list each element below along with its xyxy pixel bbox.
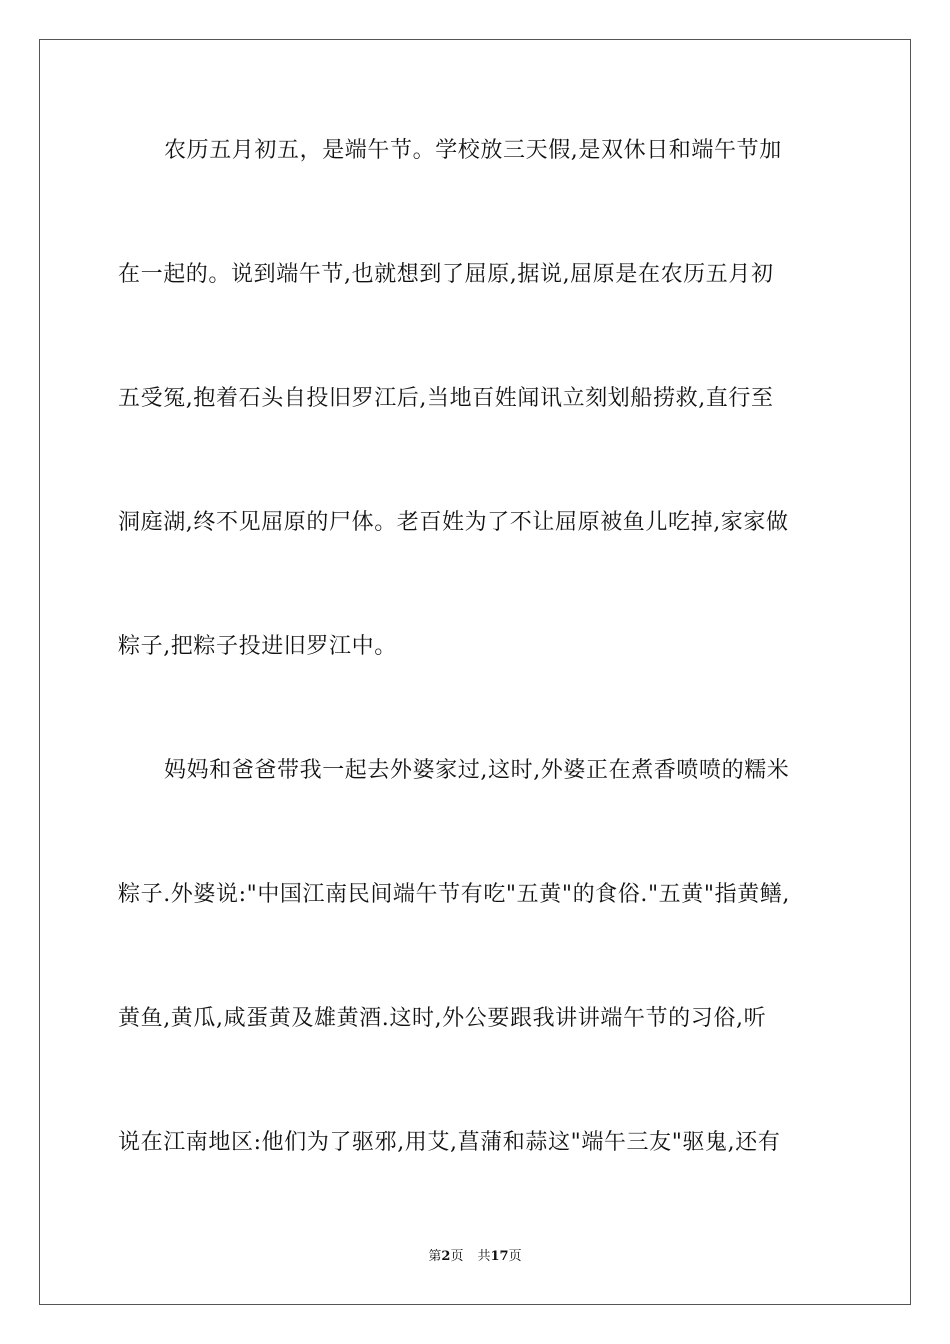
total-unit: 页 xyxy=(508,1249,522,1264)
page-prefix: 第 xyxy=(428,1249,442,1264)
paragraph-2-line-1: 妈妈和爸爸带我一起去外婆家过,这时,外婆正在煮香喷喷的糯米 xyxy=(164,758,790,783)
paragraph-2-line-2: 粽子.外婆说:"中国江南民间端午节有吃"五黄"的食俗."五黄"指黄鳝, xyxy=(118,882,790,907)
paragraph-1-line-2: 在一起的。说到端午节,也就想到了屈原,据说,屈原是在农历五月初 xyxy=(118,262,774,287)
total-prefix: 共 xyxy=(477,1249,491,1264)
paragraph-1-line-1: 农历五月初五，是端午节。学校放三天假,是双休日和端午节加 xyxy=(164,138,782,163)
paragraph-1-line-3: 五受冤,抱着石头自投旧罗江后,当地百姓闻讯立刻划船捞救,直行至 xyxy=(118,386,774,411)
paragraph-1-line-4: 洞庭湖,终不见屈原的尸体。老百姓为了不让屈原被鱼儿吃掉,家家做 xyxy=(118,510,789,535)
page-total: 17 xyxy=(490,1249,509,1264)
page-footer xyxy=(0,1248,950,1266)
page-unit: 页 xyxy=(450,1249,464,1264)
page-border xyxy=(39,39,911,1305)
page-number: 2 xyxy=(441,1249,451,1264)
paragraph-1-line-5: 粽子,把粽子投进旧罗江中。 xyxy=(118,634,397,659)
paragraph-2-line-4: 说在江南地区:他们为了驱邪,用艾,菖蒲和蒜这"端午三友"驱鬼,还有 xyxy=(118,1130,781,1155)
paragraph-2-line-3: 黄鱼,黄瓜,咸蛋黄及雄黄酒.这时,外公要跟我讲讲端午节的习俗,听 xyxy=(118,1006,767,1031)
